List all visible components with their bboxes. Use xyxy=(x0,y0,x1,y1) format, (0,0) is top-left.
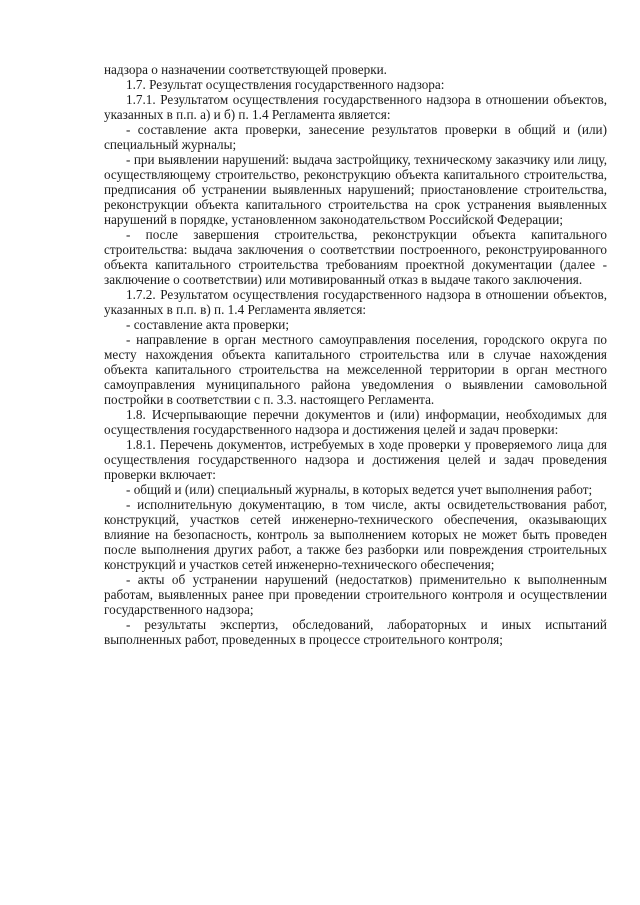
list-item-after-completion: - после завершения строительства, реконструкции объекта капитального строительства: выдача заключения о соответствии построенного, реконструированного объекта капитального строительства требованиям проектной документации (далее - заключение о соответствии) или мотивированный отказ в выдаче такого заключения. xyxy=(104,227,607,287)
list-item-journals: - общий и (или) специальный журналы, в которых ведется учет выполнения работ; xyxy=(126,482,593,497)
list-item-executive-docs: - исполнительную документацию, в том числе, акты освидетельствования работ, конструкций, участков сетей инженерно-технического обеспечения, оказывающих влияние на безопасность, контроль за выполнением которых не может быть проведен после выполнения других работ, а также без разборки или повреждения строительных конструкций и участков сетей инженерно-технического обеспечения; xyxy=(104,497,607,572)
paragraph-1-8-1: 1.8.1. Перечень документов, истребуемых в ходе проверки у проверяемого лица для осуществления государственного надзора и достижения целей и задач проведения проверки включает: xyxy=(104,437,607,482)
paragraph-intro-continuation: надзора о назначении соответствующей проверки. xyxy=(104,62,387,77)
list-item-expertise: - результаты экспертиз, обследований, лабораторных и иных испытаний выполненных работ, проведенных в процессе строительного контроля; xyxy=(104,617,607,647)
paragraph-1-8: 1.8. Исчерпывающие перечни документов и (или) информации, необходимых для осуществления государственного надзора и достижения целей и задач проверки: xyxy=(104,407,607,437)
list-item-act-drawing: - составление акта проверки, занесение результатов проверки в общий и (или) специальный журналы; xyxy=(104,122,607,152)
list-item-act-drawing-2: - составление акта проверки; xyxy=(126,317,289,332)
list-item-violations: - при выявлении нарушений: выдача застройщику, техническому заказчику или лицу, осуществляющему строительство, реконструкцию объекта капитального строительства, предписания об устранении выявленных нарушений; приостановление строительства, реконструкции объекта капитального строительства на срок устранения выявленных нарушений в порядке, установленном законодательством Российской Федерации; xyxy=(104,152,607,227)
paragraph-1-7-1: 1.7.1. Результатом осуществления государственного надзора в отношении объектов, указанных в п.п. а) и б) п. 1.4 Регламента является: xyxy=(104,92,607,122)
document-body xyxy=(104,62,607,647)
list-item-notification: - направление в орган местного самоуправления поселения, городского округа по месту нахождения объекта капитального строительства или в случае нахождения объекта капитального строительства на межселенной территории в орган местного самоуправления муниципального района уведомления о выявлении самовольной постройки в соответствии с п. 3.3. настоящего Регламента. xyxy=(104,332,607,407)
list-item-defect-acts: - акты об устранении нарушений (недостатков) применительно к выполненным работам, выявленных ранее при проведении строительного контроля и осуществлении государственного надзора; xyxy=(104,572,607,617)
paragraph-1-7-2: 1.7.2. Результатом осуществления государственного надзора в отношении объектов, указанных в п.п. в) п. 1.4 Регламента является: xyxy=(104,287,607,317)
section-heading-1-7: 1.7. Результат осуществления государственного надзора: xyxy=(126,77,445,92)
